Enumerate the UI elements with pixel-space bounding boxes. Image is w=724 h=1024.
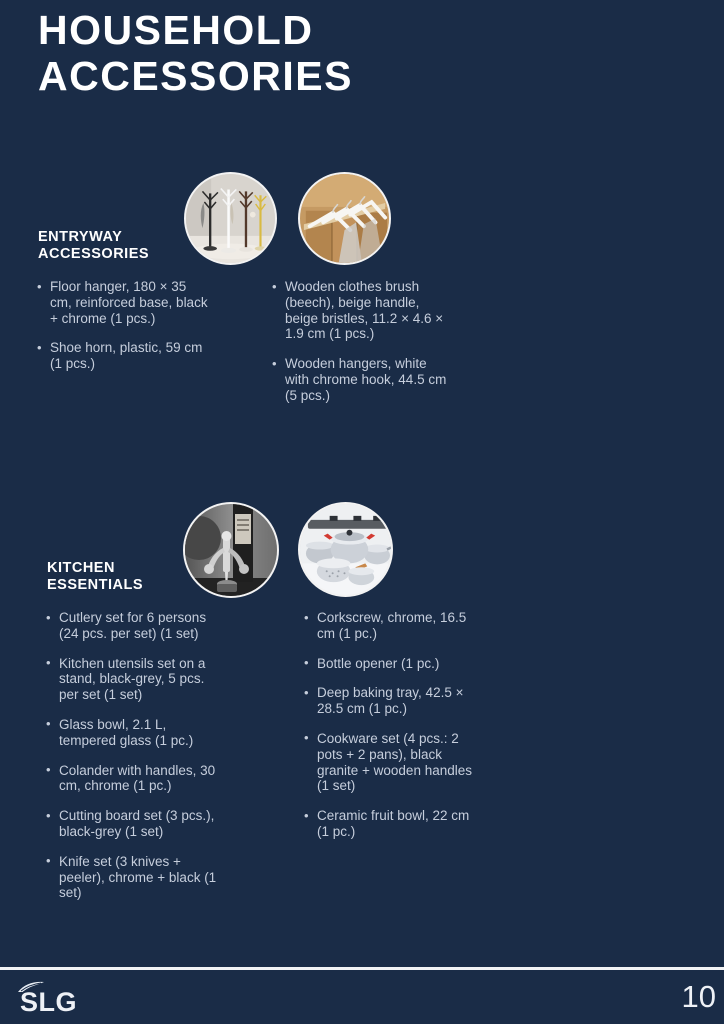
kitchen-items-left [45,610,219,915]
kitchen-heading-line2: ESSENTIALS [47,577,144,593]
list-item: • Ceramic fruit bowl, 22 cm (1 pc.) [303,808,483,840]
entryway-items-left [36,279,208,386]
list-item: • Cookware set (4 pcs.: 2 pots + 2 pans), black granite + wooden handles (1 set) [303,731,483,794]
coat-rack-stands-illustration [186,174,275,263]
brand-name: SLG [20,987,78,1017]
corkscrew-illustration [185,504,277,596]
entryway-heading-line2: ACCESSORIES [38,246,150,262]
page-title-line2: ACCESSORIES [38,53,353,99]
page-title [38,7,353,99]
corkscrew-photo [183,502,279,598]
list-item: • Cutlery set for 6 persons (24 pcs. per set) (1 set) [45,610,219,642]
footer-divider [0,967,724,970]
coat-rack-stands-photo [184,172,277,265]
cookware-set-photo [298,502,393,597]
brand-logo [17,979,137,1019]
list-item: • Wooden hangers, white with chrome hook, 44.5 cm (5 pcs.) [271,356,453,403]
list-item: • Cutting board set (3 pcs.), black-grey (1 set) [45,808,219,840]
section-heading-kitchen [47,560,143,594]
list-item: • Glass bowl, 2.1 L, tempered glass (1 pc.) [45,717,219,749]
list-item: • Kitchen utensils set on a stand, black-grey, 5 pcs. per set (1 set) [45,656,219,703]
entryway-heading-line1: ENTRYWAY [38,229,123,245]
list-item: • Colander with handles, 30 cm, chrome (1 pc.) [45,763,219,795]
list-item: • Wooden clothes brush (beech), beige handle, beige bristles, 11.2 × 4.6 × 1.9 cm (1 pcs.) [271,279,453,342]
section-heading-entryway [38,229,149,263]
list-item: • Knife set (3 knives + peeler), chrome + black (1 set) [45,854,219,901]
cookware-set-illustration [300,504,391,595]
wooden-hangers-illustration [300,174,389,263]
list-item: • Deep baking tray, 42.5 × 28.5 cm (1 pc.) [303,685,483,717]
kitchen-heading-line1: KITCHEN [47,560,115,576]
list-item: • Bottle opener (1 pc.) [303,656,483,672]
kitchen-items-right [303,610,483,854]
page-title-line1: HOUSEHOLD [38,7,314,53]
list-item: • Floor hanger, 180 × 35 cm, reinforced base, black + chrome (1 pcs.) [36,279,208,326]
page-number: 10 [681,979,716,1014]
wooden-hangers-photo [298,172,391,265]
entryway-items-right [271,279,453,418]
list-item: • Shoe horn, plastic, 59 cm (1 pcs.) [36,340,208,372]
list-item: • Corkscrew, chrome, 16.5 cm (1 pc.) [303,610,483,642]
